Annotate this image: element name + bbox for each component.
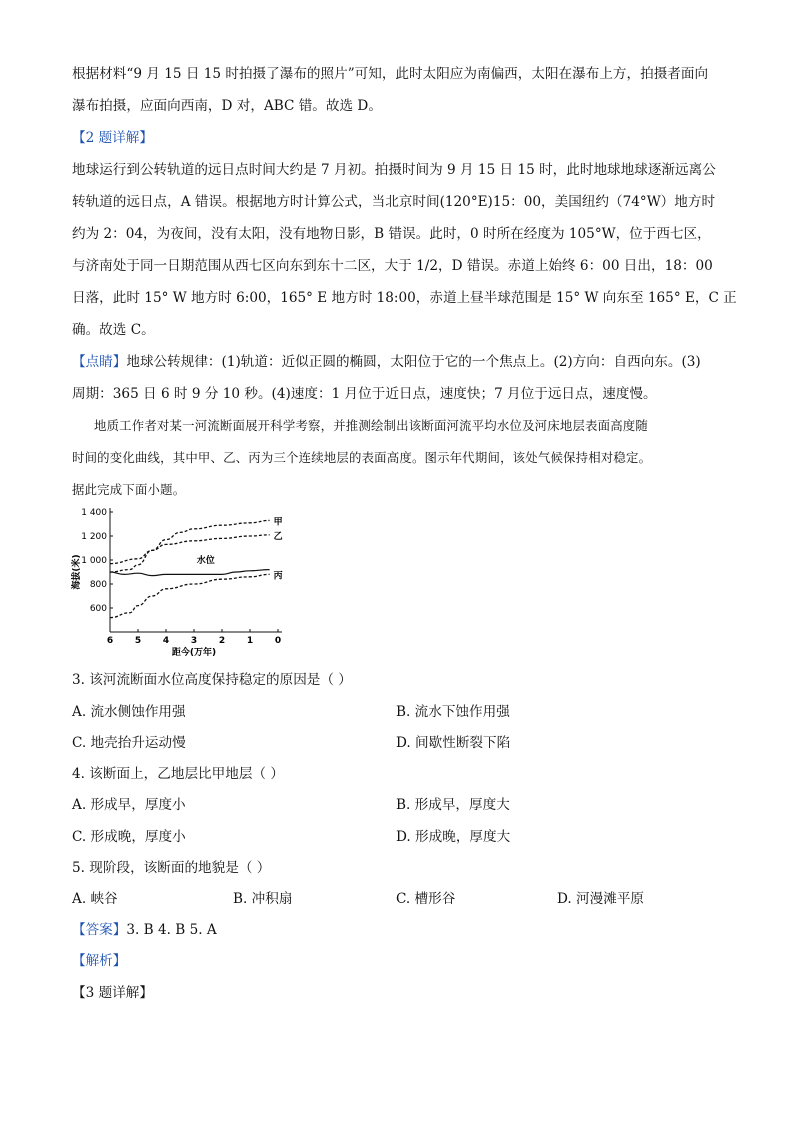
x-tick-label: 2 (218, 636, 226, 646)
paragraph-1-line-2: 瀑布拍摄，应面向西南，D 对，ABC 错。故选 D。 (72, 98, 382, 114)
series-label-甲: 甲 (273, 517, 283, 528)
y-tick-label: 1 200 (81, 532, 107, 542)
paragraph-1-line-1: 根据材料“9 月 15 日 15 时拍摄了瀑布的照片”可知，此时太阳应为南偏西，太阳在瀑布上方，拍摄者面向 (72, 66, 709, 82)
question-3-option-d[interactable]: D. 间歇性断裂下陷 (396, 735, 511, 751)
answer-line (72, 920, 732, 940)
tip-line-1 (72, 352, 732, 372)
material-line-1: 地质工作者对某一河流断面展开科学考察，并推测绘制出该断面河流平均水位及河床地层表面高度随 (94, 418, 648, 433)
tip-line-2: 周期：365 日 6 时 9 分 10 秒。(4)速度：1 月位于近日点，速度快；7 月位于远日点，速度慢。 (72, 386, 657, 402)
question-5-option-a[interactable]: A. 峡谷 (72, 891, 118, 907)
tip-text-1: 地球公转规律：(1)轨道：近似正圆的椭圆，太阳位于它的一个焦点上。(2)方向：自西向东。(3) (126, 354, 701, 370)
x-axis-label: 距今(万年) (171, 648, 217, 658)
material-line-2: 时间的变化曲线，其中甲、乙、丙为三个连续地层的表面高度。图示年代期间，该处气候保持相对稳定。 (72, 450, 652, 465)
series-line-乙 (110, 535, 270, 572)
paragraph-2-line-4: 与济南处于同一日期范围从西七区向东到东十二区，大于 1/2，D 错误。赤道上始终 6：00 日出，18：00 (72, 258, 713, 274)
paragraph-2-line-3: 约为 2：04，为夜间，没有太阳，没有地物日影，B 错误。此时，0 时所在经度为 105°W，位于西七区， (72, 226, 711, 242)
chart-series-group (110, 520, 270, 617)
paragraph-2-line-5: 日落，此时 15° W 地方时 6:00，165° E 地方时 18:00，赤道上昼半球范围是 15° W 向东至 165° E，C 正 (72, 290, 737, 306)
y-tick-label: 600 (89, 604, 107, 614)
analysis-label: 【解析】 (72, 953, 127, 969)
section-heading-q3: 【3 题详解】 (72, 985, 153, 1001)
paragraph-2-line-1: 地球运行到公转轨道的远日点时间大约是 7 月初。拍摄时间为 9 月 15 日 15 时，此时地球地球逐渐远离公 (72, 162, 716, 178)
series-line-甲 (110, 520, 270, 563)
question-4-option-c[interactable]: C. 形成晚，厚度小 (72, 829, 186, 845)
tip-label: 【点睛】 (72, 354, 127, 370)
x-tick-label: 4 (162, 636, 170, 646)
x-tick-label: 0 (274, 636, 282, 646)
y-tick-label: 800 (89, 580, 107, 590)
question-5-option-d[interactable]: D. 河漫滩平原 (557, 891, 645, 907)
series-line-水位 (110, 570, 270, 576)
question-5-option-b[interactable]: B. 冲积扇 (233, 891, 293, 907)
x-tick-label: 6 (106, 636, 114, 646)
series-label-乙: 乙 (273, 531, 283, 542)
section-heading-q2: 【2 题详解】 (72, 130, 153, 146)
y-axis-label: 海拔(米) (72, 554, 82, 590)
question-4-option-d[interactable]: D. 形成晚，厚度大 (396, 829, 511, 845)
series-label-丙: 丙 (273, 571, 283, 582)
question-3-option-a[interactable]: A. 流水侧蚀作用强 (72, 704, 186, 720)
answer-text: 3. B 4. B 5. A (126, 922, 217, 938)
question-3-stem: 3. 该河流断面水位高度保持稳定的原因是（ ） (72, 672, 352, 688)
question-4-stem: 4. 该断面上，乙地层比甲地层（ ） (72, 766, 284, 782)
paragraph-2-line-6: 确。故选 C。 (72, 322, 155, 338)
x-tick-label: 1 (246, 636, 254, 646)
x-tick-label: 5 (134, 636, 142, 646)
material-line-3: 据此完成下面小题。 (72, 482, 186, 497)
series-line-丙 (110, 574, 270, 617)
question-5-option-c[interactable]: C. 槽形谷 (396, 891, 456, 907)
question-3-option-b[interactable]: B. 流水下蚀作用强 (396, 704, 510, 720)
water-level-annotation: 水位 (196, 556, 215, 566)
question-5-stem: 5. 现阶段，该断面的地貌是（ ） (72, 860, 271, 876)
answer-label: 【答案】 (72, 922, 127, 938)
stratum-elevation-chart (60, 500, 300, 660)
question-4-option-a[interactable]: A. 形成早，厚度小 (72, 797, 186, 813)
x-tick-label: 3 (190, 636, 198, 646)
chart-labels (70, 508, 283, 658)
y-tick-label: 1 000 (81, 556, 107, 566)
y-tick-label: 1 400 (81, 508, 107, 518)
question-3-option-c[interactable]: C. 地壳抬升运动慢 (72, 735, 186, 751)
paragraph-2-line-2: 转轨道的远日点，A 错误。根据地方时计算公式，当北京时间(120°E)15：00，美国纽约（74°W）地方时 (72, 194, 716, 210)
question-4-option-b[interactable]: B. 形成早，厚度大 (396, 797, 510, 813)
